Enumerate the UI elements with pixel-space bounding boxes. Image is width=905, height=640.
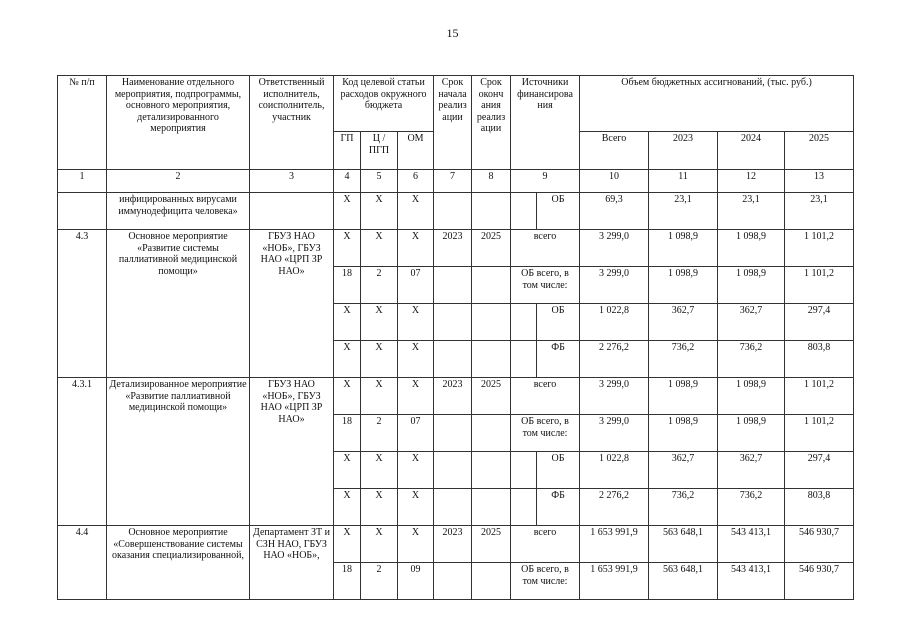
cell-2023: 563 648,1 xyxy=(649,526,718,563)
source-indent xyxy=(511,341,537,378)
cell-om: 07 xyxy=(398,267,434,304)
row-num: 4.3.1 xyxy=(58,378,107,526)
cell-start: 2023 xyxy=(434,230,472,267)
cell-end xyxy=(472,341,511,378)
colnum: 6 xyxy=(398,170,434,193)
row-name: Детализированное мероприятие «Развитие паллиативной медицинской помощи» xyxy=(107,378,250,526)
cell-2023: 23,1 xyxy=(649,193,718,230)
cell-om: Х xyxy=(398,526,434,563)
cell-source: всего xyxy=(511,526,580,563)
cell-end xyxy=(472,452,511,489)
cell-2025: 23,1 xyxy=(785,193,854,230)
cell-2024: 362,7 xyxy=(718,452,785,489)
cell-2024: 1 098,9 xyxy=(718,378,785,415)
cell-c: Х xyxy=(361,193,398,230)
cell-2025: 297,4 xyxy=(785,304,854,341)
cell-2025: 803,8 xyxy=(785,341,854,378)
colnum: 4 xyxy=(334,170,361,193)
cell-source: ОБ всего, в том числе: xyxy=(511,563,580,600)
colnum: 3 xyxy=(250,170,334,193)
cell-2023: 1 098,9 xyxy=(649,415,718,452)
row-name: Основное мероприятие «Развитие системы паллиативной медицинской помощи» xyxy=(107,230,250,378)
cell-end xyxy=(472,267,511,304)
header-source: Источники финансирова ния xyxy=(511,76,580,170)
cell-start xyxy=(434,563,472,600)
colnum: 2 xyxy=(107,170,250,193)
header-om: ОМ xyxy=(398,132,434,170)
row-executor: Департамент ЗТ и СЗН НАО, ГБУЗ НАО «НОБ», xyxy=(250,526,334,600)
cell-om: Х xyxy=(398,452,434,489)
cell-2024: 23,1 xyxy=(718,193,785,230)
cell-2025: 803,8 xyxy=(785,489,854,526)
row-executor: ГБУЗ НАО «НОБ», ГБУЗ НАО «ЦРП ЗР НАО» xyxy=(250,230,334,378)
cell-gp: 18 xyxy=(334,563,361,600)
cell-start: 2023 xyxy=(434,378,472,415)
row-name: Основное мероприятие «Совершенствование системы оказания специализированной, xyxy=(107,526,250,600)
cell-source: ФБ xyxy=(537,341,580,378)
cell-c: Х xyxy=(361,378,398,415)
cell-om: Х xyxy=(398,489,434,526)
row-executor: ГБУЗ НАО «НОБ», ГБУЗ НАО «ЦРП ЗР НАО» xyxy=(250,378,334,526)
cell-2024: 736,2 xyxy=(718,341,785,378)
cell-c: Х xyxy=(361,526,398,563)
cell-total: 2 276,2 xyxy=(580,341,649,378)
cell-om: 07 xyxy=(398,415,434,452)
cell-end xyxy=(472,415,511,452)
cell-start xyxy=(434,267,472,304)
cell-2023: 1 098,9 xyxy=(649,378,718,415)
cell-start xyxy=(434,341,472,378)
cell-total: 1 022,8 xyxy=(580,452,649,489)
colnum: 13 xyxy=(785,170,854,193)
cell-gp: Х xyxy=(334,341,361,378)
cell-end xyxy=(472,489,511,526)
cell-source: всего xyxy=(511,378,580,415)
cell-2025: 1 101,2 xyxy=(785,415,854,452)
cell-2025: 1 101,2 xyxy=(785,230,854,267)
cell-om: Х xyxy=(398,341,434,378)
cell-2023: 362,7 xyxy=(649,304,718,341)
cell-total: 2 276,2 xyxy=(580,489,649,526)
cell-start xyxy=(434,452,472,489)
cell-c: 2 xyxy=(361,563,398,600)
page-number: 15 xyxy=(446,26,459,40)
cell-om: Х xyxy=(398,304,434,341)
cell-2023: 736,2 xyxy=(649,341,718,378)
colnum: 7 xyxy=(434,170,472,193)
cell-2024: 362,7 xyxy=(718,304,785,341)
cell-total: 1 653 991,9 xyxy=(580,526,649,563)
colnum: 5 xyxy=(361,170,398,193)
cell-c: Х xyxy=(361,304,398,341)
source-indent xyxy=(511,193,537,230)
cont-executor xyxy=(250,193,334,230)
cell-c: Х xyxy=(361,452,398,489)
cell-total: 1 022,8 xyxy=(580,304,649,341)
cell-2025: 297,4 xyxy=(785,452,854,489)
row-num: 4.4 xyxy=(58,526,107,600)
header-name: Наименование отдельного мероприятия, подпрограммы, основного мероприятия, детализированного мероприятия xyxy=(107,76,250,170)
header-total: Всего xyxy=(580,132,649,170)
header-end: Срок оконч ания реализ ации xyxy=(472,76,511,170)
cell-2025: 546 930,7 xyxy=(785,563,854,600)
cell-total: 1 653 991,9 xyxy=(580,563,649,600)
cell-gp: Х xyxy=(334,230,361,267)
cell-gp: Х xyxy=(334,378,361,415)
cell-end: 2025 xyxy=(472,526,511,563)
cell-source: ОБ всего, в том числе: xyxy=(511,267,580,304)
row-num: 4.3 xyxy=(58,230,107,378)
cell-total: 3 299,0 xyxy=(580,230,649,267)
cell-2025: 546 930,7 xyxy=(785,526,854,563)
colnum: 11 xyxy=(649,170,718,193)
cell-2024: 543 413,1 xyxy=(718,526,785,563)
cell-2024: 1 098,9 xyxy=(718,415,785,452)
cell-om: Х xyxy=(398,193,434,230)
colnum: 1 xyxy=(58,170,107,193)
cell-c: Х xyxy=(361,341,398,378)
cell-source: всего xyxy=(511,230,580,267)
cell-om: Х xyxy=(398,378,434,415)
cell-2025: 1 101,2 xyxy=(785,267,854,304)
cell-2024: 1 098,9 xyxy=(718,267,785,304)
colnum: 8 xyxy=(472,170,511,193)
cell-start xyxy=(434,489,472,526)
header-start: Срок начала реализ ации xyxy=(434,76,472,170)
cell-total: 69,3 xyxy=(580,193,649,230)
header-executor: Ответственный исполнитель, соисполнитель, участник xyxy=(250,76,334,170)
cell-total: 3 299,0 xyxy=(580,378,649,415)
cell-c: Х xyxy=(361,230,398,267)
budget-table xyxy=(57,75,854,600)
header-c: Ц / ПГП xyxy=(361,132,398,170)
cell-c: 2 xyxy=(361,267,398,304)
cell-end xyxy=(472,304,511,341)
cell-2023: 1 098,9 xyxy=(649,267,718,304)
cell-end xyxy=(472,563,511,600)
cont-name: инфицированных вирусами иммунодефицита человека» xyxy=(107,193,250,230)
cell-gp: Х xyxy=(334,193,361,230)
header-2023: 2023 xyxy=(649,132,718,170)
cell-start xyxy=(434,193,472,230)
cell-gp: Х xyxy=(334,452,361,489)
cell-2023: 736,2 xyxy=(649,489,718,526)
cell-om: Х xyxy=(398,230,434,267)
header-num: № п/п xyxy=(58,76,107,170)
colnum: 10 xyxy=(580,170,649,193)
cell-gp: Х xyxy=(334,304,361,341)
cell-2024: 736,2 xyxy=(718,489,785,526)
cell-gp: 18 xyxy=(334,267,361,304)
colnum: 9 xyxy=(511,170,580,193)
cell-2023: 1 098,9 xyxy=(649,230,718,267)
cell-end: 2025 xyxy=(472,378,511,415)
cell-gp: 18 xyxy=(334,415,361,452)
header-2025: 2025 xyxy=(785,132,854,170)
cell-start: 2023 xyxy=(434,526,472,563)
cell-gp: Х xyxy=(334,489,361,526)
cell-c: 2 xyxy=(361,415,398,452)
header-budget-group: Объем бюджетных ассигнований, (тыс. руб.) xyxy=(580,76,854,132)
cell-start xyxy=(434,304,472,341)
cell-source: ФБ xyxy=(537,489,580,526)
cell-end xyxy=(472,193,511,230)
header-2024: 2024 xyxy=(718,132,785,170)
source-indent xyxy=(511,452,537,489)
source-indent xyxy=(511,489,537,526)
cell-om: 09 xyxy=(398,563,434,600)
colnum: 12 xyxy=(718,170,785,193)
cell-gp: Х xyxy=(334,526,361,563)
cell-2023: 563 648,1 xyxy=(649,563,718,600)
cell-source: ОБ всего, в том числе: xyxy=(511,415,580,452)
cell-source: ОБ xyxy=(537,452,580,489)
cont-num xyxy=(58,193,107,230)
cell-start xyxy=(434,415,472,452)
cell-source: ОБ xyxy=(537,193,580,230)
cell-2025: 1 101,2 xyxy=(785,378,854,415)
cell-source: ОБ xyxy=(537,304,580,341)
header-gp: ГП xyxy=(334,132,361,170)
cell-2023: 362,7 xyxy=(649,452,718,489)
header-code-group: Код целевой статьи расходов окружного бюджета xyxy=(334,76,434,132)
cell-2024: 1 098,9 xyxy=(718,230,785,267)
cell-total: 3 299,0 xyxy=(580,267,649,304)
source-indent xyxy=(511,304,537,341)
cell-total: 3 299,0 xyxy=(580,415,649,452)
cell-c: Х xyxy=(361,489,398,526)
cell-2024: 543 413,1 xyxy=(718,563,785,600)
cell-end: 2025 xyxy=(472,230,511,267)
